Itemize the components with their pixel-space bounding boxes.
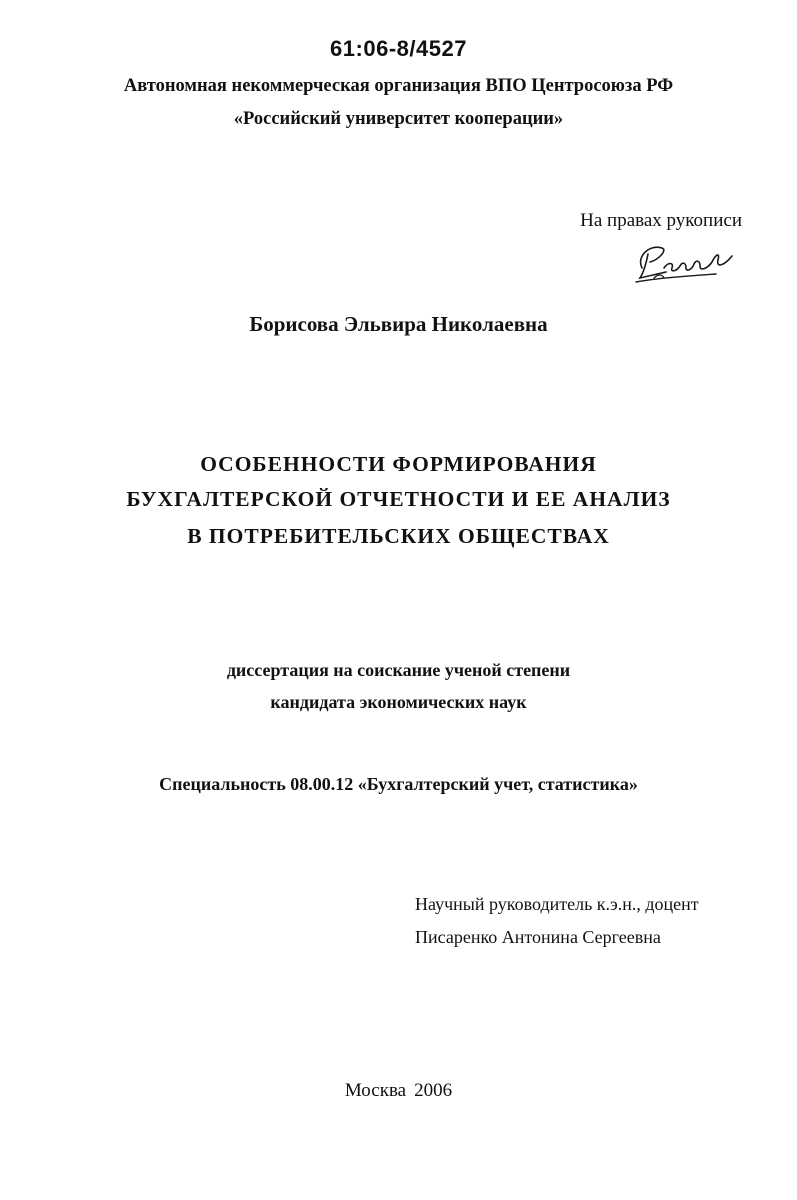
dissertation-title-line-3: В ПОТРЕБИТЕЛЬСКИХ ОБЩЕСТВАХ (187, 524, 610, 548)
supervisor-name: Писаренко Антонина Сергеевна (415, 927, 661, 947)
city: Москва (344, 1080, 407, 1101)
year: 2006 (414, 1080, 453, 1101)
dissertation-title-line-2: БУХГАЛТЕРСКОЙ ОТЧЕТНОСТИ И ЕЕ АНАЛИЗ (126, 487, 671, 511)
dissertation-title-line-1: ОСОБЕННОСТИ ФОРМИРОВАНИЯ (200, 452, 597, 476)
degree-statement-line-2: кандидата экономических наук (270, 692, 527, 712)
specialty: Специальность 08.00.12 «Бухгалтерский учет, статистика» (159, 774, 638, 794)
organization-name: Автономная некоммерческая организация ВПО Центросоюза РФ (123, 76, 674, 96)
degree-statement-line-1: диссертация на соискание ученой степени (226, 660, 571, 680)
university-name: «Российский университет кооперации» (233, 109, 564, 129)
supervisor-title: Научный руководитель к.э.н., доцент (415, 894, 699, 914)
manuscript-rights-note: На правах рукописи (580, 210, 742, 231)
archive-code: 61:06-8/4527 (330, 36, 467, 61)
handwritten-signature (628, 238, 738, 286)
place-and-year (0, 1080, 797, 1102)
author-name: Борисова Эльвира Николаевна (249, 312, 548, 336)
